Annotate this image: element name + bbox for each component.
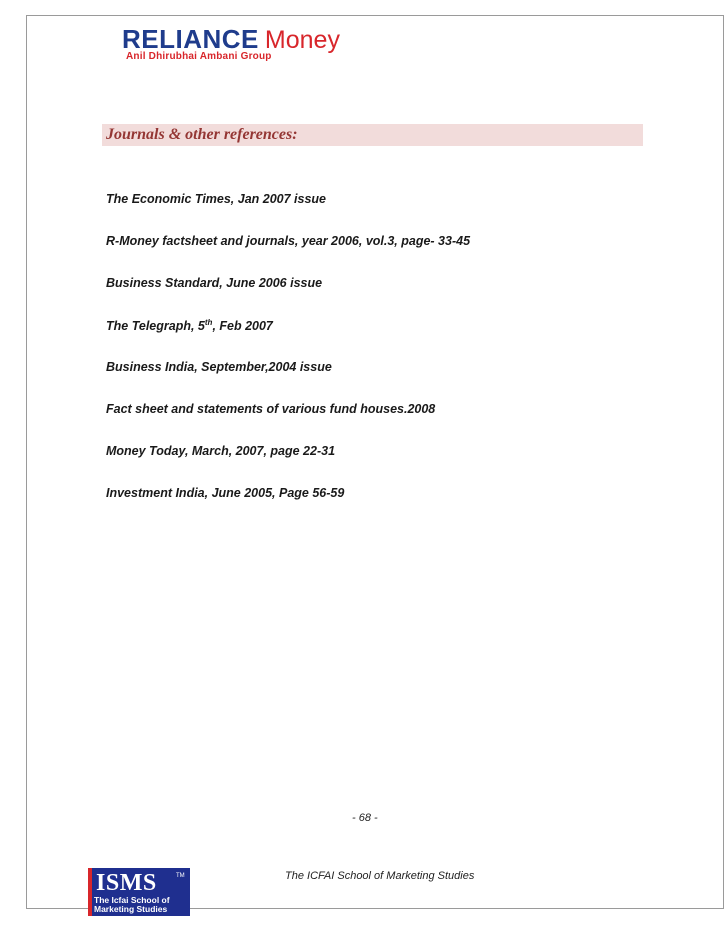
section-heading-band	[102, 124, 643, 146]
reference-item: R-Money factsheet and journals, year 2006, vol.3, page- 33-45	[106, 234, 471, 248]
reference-item: Fact sheet and statements of various fund houses.2008	[106, 402, 436, 416]
reference-item: The Economic Times, Jan 2007 issue	[106, 192, 327, 206]
section-heading: Journals & other references:	[106, 126, 298, 143]
reference-superscript: th	[204, 318, 213, 327]
logo-group-text: Anil Dhirubhai Ambani Group	[126, 51, 272, 62]
isms-logo-title: ISMS	[96, 870, 157, 896]
isms-logo-subtitle-line: The Icfai School of	[94, 895, 170, 905]
page-border	[26, 15, 724, 909]
reference-item	[106, 318, 273, 333]
reference-item: Money Today, March, 2007, page 22-31	[106, 444, 336, 458]
isms-logo-subtitle-line: Marketing Studies	[94, 904, 168, 914]
reference-item: Business Standard, June 2006 issue	[106, 276, 323, 290]
footer-text: The ICFAI School of Marketing Studies	[285, 870, 475, 882]
logo-reliance-text: RELIANCE	[122, 24, 259, 54]
reference-item: Business India, September,2004 issue	[106, 360, 332, 374]
isms-logo-subtitle	[94, 896, 170, 914]
reference-text: , Feb 2007	[212, 319, 273, 334]
reference-text: The Telegraph, 5	[106, 319, 205, 334]
isms-logo-accent	[88, 868, 92, 916]
isms-logo-tm: TM	[176, 873, 185, 879]
reference-item: Investment India, June 2005, Page 56-59	[106, 486, 345, 500]
isms-logo	[88, 868, 190, 916]
page-number: - 68 -	[352, 812, 378, 824]
logo-money-text: Money	[264, 26, 340, 54]
